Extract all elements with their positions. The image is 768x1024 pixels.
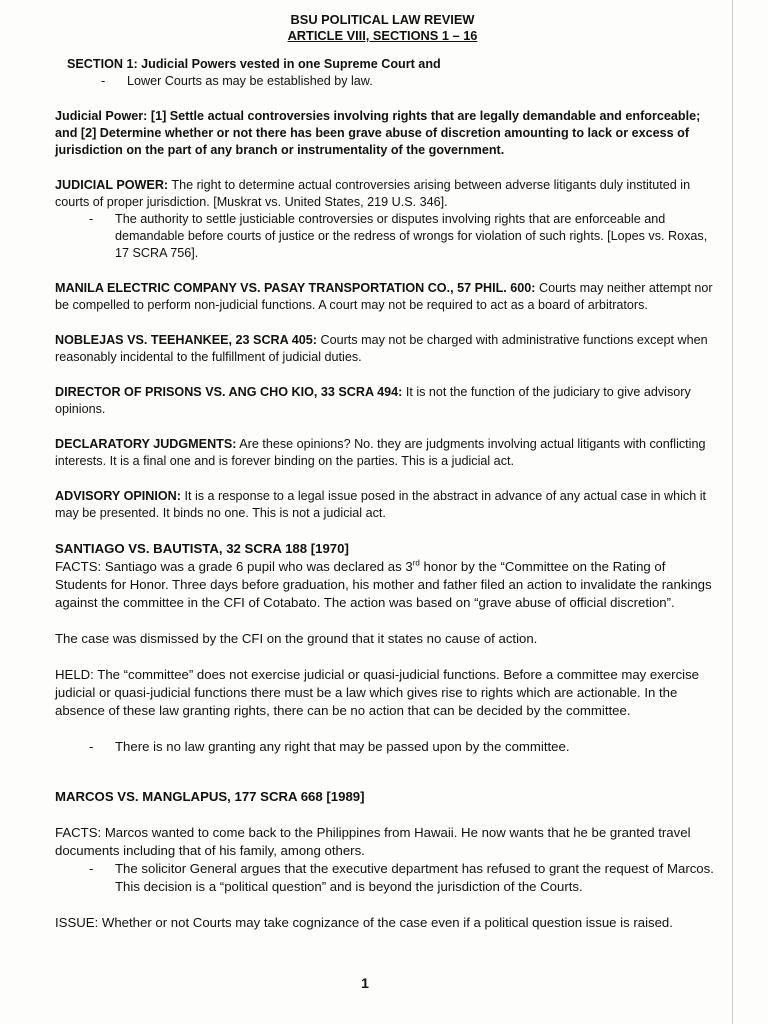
santiago-held: HELD: The “committee” does not exercise judicial or quasi-judicial functions. Before a committee may exercise judicial or quasi-judicial functions there must be a law which gives rise to rights which are actionable. In the absence of these law granting rights, there can be no action that can be decided by the committee.	[55, 667, 700, 718]
document-header	[45, 12, 720, 44]
judicial-power-text: The right to determine actual controversies arising between adverse litigants duly instituted in courts of proper jurisdiction. [Muskrat vs. United States, 219 U.S. 346].	[55, 178, 691, 209]
advisory-text: It is a response to a legal issue posed in the abstract in advance of any actual case in which it may be presented. It binds no one. This is not a judicial act.	[55, 489, 707, 520]
noblejas-paragraph	[55, 332, 720, 366]
bullet-dash: -	[89, 739, 94, 754]
judicial-power-block	[55, 177, 720, 262]
judicial-power-paragraph	[55, 177, 720, 211]
judicial-power-bullet	[55, 211, 720, 262]
judicial-power-bullet-text: The authority to settle justiciable controversies or disputes involving rights that are enforceable and demandable before courts of justice or the redress of wrongs for violation of such rights. [Lopes vs. Roxas, 17 SCRA 756].	[115, 212, 708, 260]
director-paragraph	[55, 384, 720, 418]
marcos-issue: ISSUE: Whether or not Courts may take cognizance of the case even if a political question issue is raised.	[55, 915, 673, 930]
santiago-case	[55, 540, 720, 756]
santiago-bullet	[55, 738, 720, 756]
meralco-term: MANILA ELECTRIC COMPANY VS. PASAY TRANSPORTATION CO., 57 PHIL. 600:	[55, 281, 536, 295]
marcos-facts: FACTS: Marcos wanted to come back to the Philippines from Hawaii. He now wants that he be granted travel documents including that of his family, among others.	[55, 825, 691, 858]
page-number: 1	[361, 975, 369, 991]
marcos-heading: MARCOS VS. MANGLAPUS, 177 SCRA 668 [1989]	[55, 789, 365, 804]
bullet-dash: -	[89, 212, 94, 226]
director-text: It is not the function of the judiciary to give advisory opinions.	[55, 385, 691, 416]
bullet-dash: -	[101, 74, 106, 88]
page-edge-line	[732, 0, 733, 1024]
director-term: DIRECTOR OF PRISONS VS. ANG CHO KIO, 33 SCRA 494:	[55, 385, 403, 399]
section-1-lead: SECTION 1: Judicial Powers vested in one Supreme Court and	[67, 57, 441, 71]
section-1-bullet-text: Lower Courts as may be established by law.	[127, 74, 373, 88]
santiago-facts	[55, 558, 720, 612]
santiago-facts-a: FACTS: Santiago was a grade 6 pupil who was declared as 3	[55, 559, 413, 574]
santiago-bullet-text: There is no law granting any right that may be passed upon by the committee.	[115, 739, 570, 754]
santiago-heading: SANTIAGO VS. BAUTISTA, 32 SCRA 188 [1970]	[55, 541, 349, 556]
marcos-bullet	[55, 860, 720, 896]
marcos-case	[55, 788, 720, 932]
santiago-facts-sup: rd	[412, 558, 420, 568]
declaratory-paragraph	[55, 436, 720, 470]
meralco-text: Courts may neither attempt nor be compelled to perform non-judicial functions. A court may not be required to act as a board of arbitrators.	[55, 281, 713, 312]
santiago-dismissed: The case was dismissed by the CFI on the ground that it states no cause of action.	[55, 631, 538, 646]
declaratory-term: DECLARATORY JUDGMENTS:	[55, 437, 237, 451]
santiago-facts-b: honor by the “Committee on the Rating of Students for Honor. Three days before graduation, his mother and father filed an action to invalidate the rankings against the committee in the CFI of Cotabato. The action was based on “grave abuse of official discretion”.	[55, 559, 712, 610]
section-1	[67, 56, 720, 90]
document-subtitle: ARTICLE VIII, SECTIONS 1 – 16	[287, 28, 478, 43]
declaratory-text: Are these opinions? No. they are judgments involving actual litigants with conflicting interests. It is a final one and is forever binding on the parties. This is a judicial act.	[55, 437, 706, 468]
meralco-paragraph	[55, 280, 720, 314]
bullet-dash: -	[89, 861, 94, 876]
document-body	[55, 12, 720, 932]
marcos-bullet-text: The solicitor General argues that the executive department has refused to grant the request of Marcos. This decision is a “political question” and is beyond the jurisdiction of the Courts.	[115, 861, 714, 894]
judicial-power-definition: Judicial Power: [1] Settle actual controversies involving rights that are legally demandable and enforceable; and [2] Determine whether or not there has been grave abuse of discretion amounting to lack or excess of jurisdiction on the part of any branch or instrumentality of the government.	[55, 109, 701, 157]
noblejas-text: Courts may not be charged with administrative functions except when reasonably incidental to the fulfillment of judicial duties.	[55, 333, 708, 364]
judicial-power-term: JUDICIAL POWER:	[55, 178, 169, 192]
advisory-term: ADVISORY OPINION:	[55, 489, 181, 503]
section-1-bullet	[67, 73, 720, 90]
noblejas-term: NOBLEJAS VS. TEEHANKEE, 23 SCRA 405:	[55, 333, 317, 347]
document-title: BSU POLITICAL LAW REVIEW	[290, 12, 475, 27]
advisory-paragraph	[55, 488, 720, 522]
